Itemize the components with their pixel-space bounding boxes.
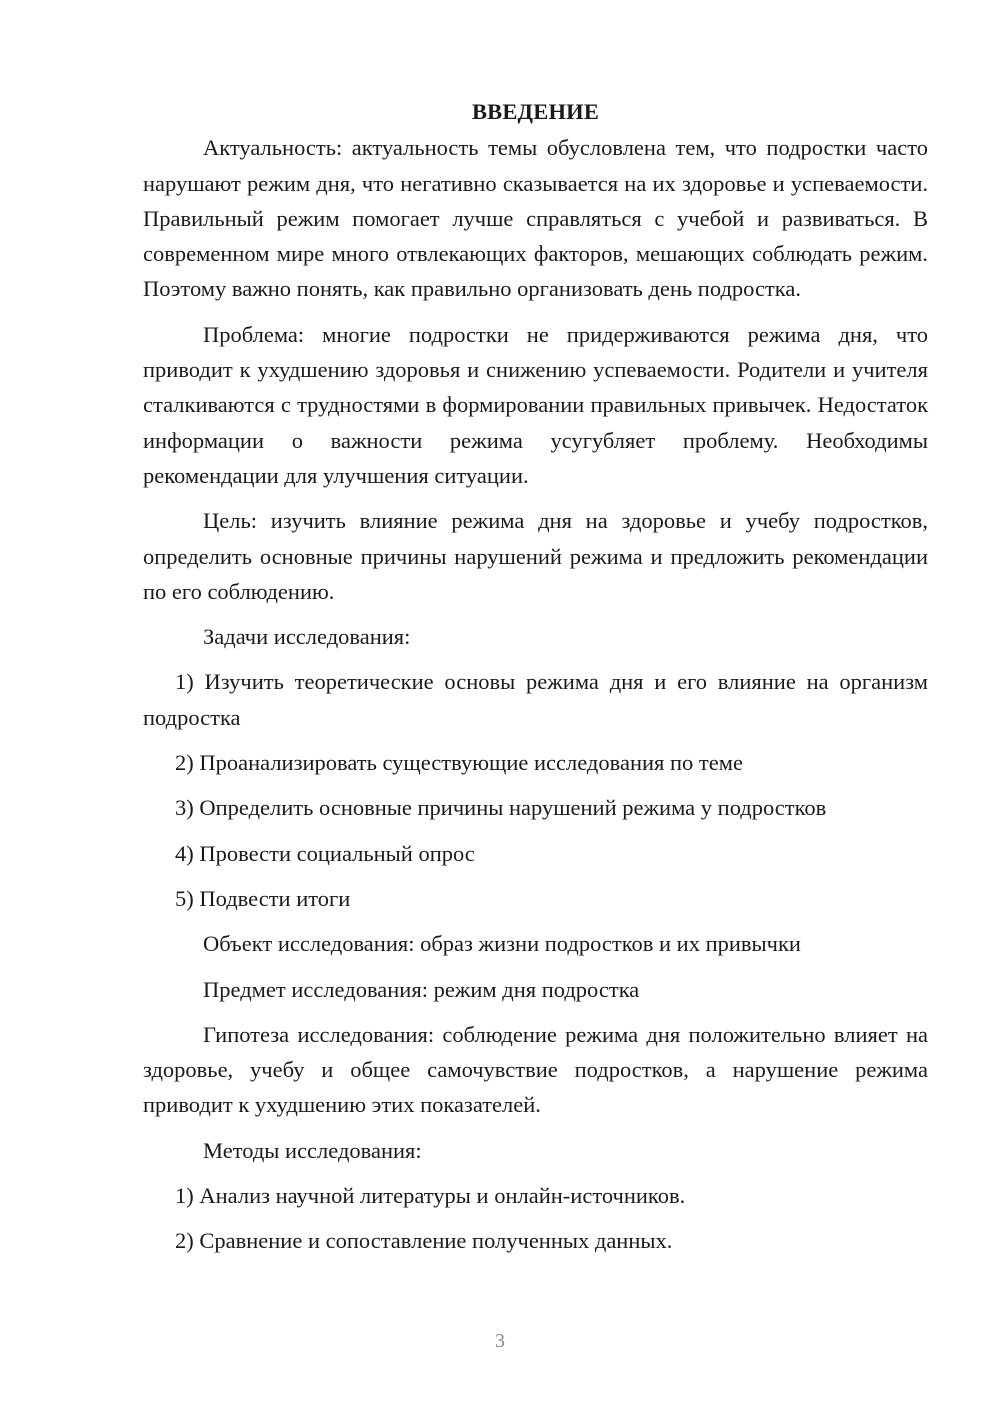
goal-paragraph: Цель: изучить влияние режима дня на здоровье и учебу подростков, определить основные причины нарушений режима и предложить рекомендации по его соблюдению. <box>143 508 928 604</box>
method-item-1: 1) Анализ научной литературы и онлайн-источников. <box>175 1183 686 1209</box>
research-object: Объект исследования: образ жизни подростков и их привычки <box>203 931 801 957</box>
task-item-5: 5) Подвести итоги <box>175 885 351 911</box>
task-item-4: 4) Провести социальный опрос <box>175 840 475 866</box>
method-item-2: 2) Сравнение и сопоставление полученных данных. <box>175 1228 673 1254</box>
hypothesis-paragraph: Гипотеза исследования: соблюдение режима дня положительно влияет на здоровье, учебу и общее самочувствие подростков, а нарушение режима приводит к ухудшению этих показателей. <box>143 1021 928 1118</box>
problem-paragraph: Проблема: многие подростки не придерживаются режима дня, что приводит к ухудшению здоровья и снижению успеваемости. Родители и учителя сталкиваются с трудностями в формировании правильных привычек. Недостаток информации о важности режима усугубляет проблему. Необходимы рекомендации для улучшения ситуации. <box>143 321 928 488</box>
research-subject: Предмет исследования: режим дня подростка <box>203 976 640 1002</box>
page-number: 3 <box>495 1330 505 1352</box>
page-title: ВВЕДЕНИЕ <box>471 99 600 124</box>
task-item-3: 3) Определить основные причины нарушений режима у подростков <box>175 795 827 821</box>
task-item-2: 2) Проанализировать существующие исследования по теме <box>175 750 743 776</box>
methods-title: Методы исследования: <box>203 1137 422 1163</box>
task-item-1: 1) Изучить теоретические основы режима дня и его влияние на организм подростка <box>143 669 928 730</box>
page-content <box>143 94 928 1269</box>
tasks-title: Задачи исследования: <box>203 624 411 650</box>
relevance-paragraph: Актуальность: актуальность темы обусловлена тем, что подростки часто нарушают режим дня, что негативно сказывается на их здоровье и успеваемости. Правильный режим помогает лучше справляться с учебой и развиваться. В современном мире много отвлекающих факторов, мешающих соблюдать режим. Поэтому важно понять, как правильно организовать день подростка. <box>143 135 928 302</box>
